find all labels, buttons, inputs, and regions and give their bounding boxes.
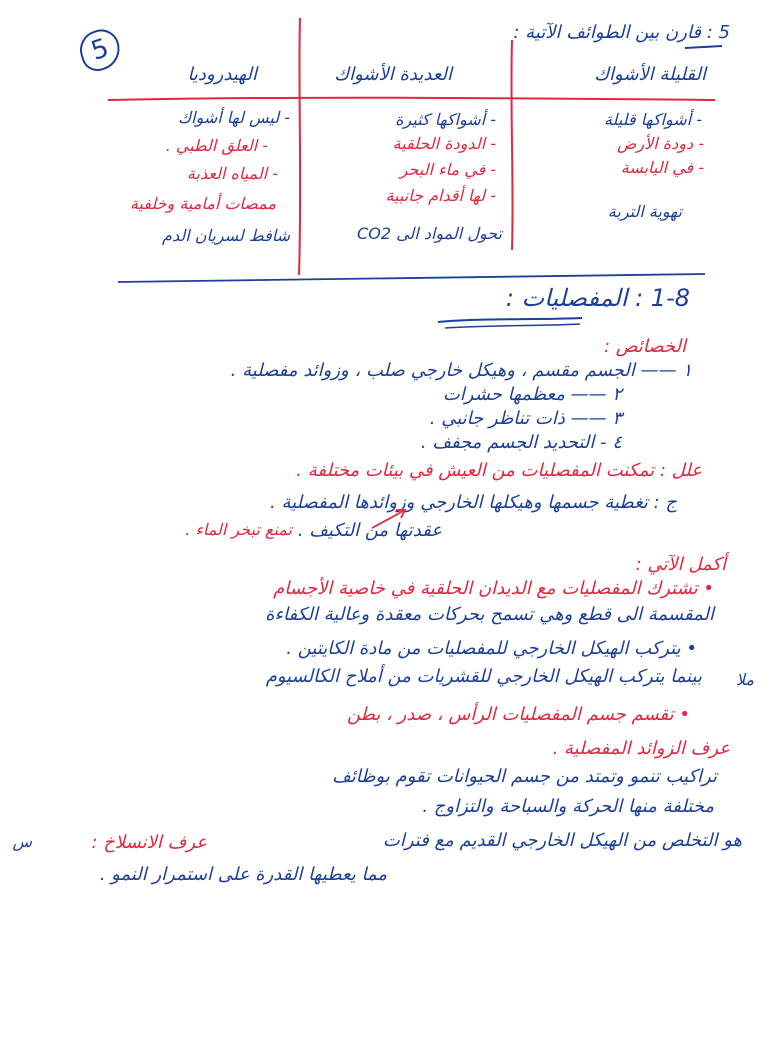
comparison-title: 5 : قارن بين الطوائف الآتية : bbox=[513, 22, 730, 43]
complete-item-2: • يتركب الهيكل الخارجي للمفصليات من مادة الكايتين . bbox=[286, 638, 697, 659]
table-header-col2: العديدة الأشواك bbox=[334, 64, 452, 85]
col1-item-1: - أشواكها قليلة bbox=[603, 110, 702, 129]
characteristics-label: الخصائص : bbox=[603, 336, 686, 357]
col3-item-4: ممصات أمامية وخلفية bbox=[129, 194, 276, 213]
molting-side-mark: س bbox=[12, 832, 32, 851]
col3-item-2: - العلق الطبي . bbox=[165, 136, 268, 155]
characteristic-1: ١ —— الجسم مقسم ، وهيكل خارجي صلب ، وزوائد مفصلية . bbox=[230, 360, 692, 381]
explain-answer-1: ج : تغطية جسمها وهيكلها الخارجي وزوائدها المفصلية . bbox=[270, 492, 677, 513]
col2-item-5: تحول المواد الى CO2 bbox=[357, 224, 502, 243]
table-bottom-rule bbox=[118, 274, 705, 282]
complete-label: أكمل الآتي : bbox=[635, 554, 726, 575]
complete-side-mark: ملا bbox=[735, 670, 754, 689]
characteristic-4: ٤ - التحديد الجسم مجفف . bbox=[420, 432, 622, 453]
col2-item-3: - في ماء البحر bbox=[399, 160, 496, 179]
table-header-col3: الهيدروديا bbox=[187, 64, 257, 85]
complete-item-2-cont: بينما يتركب الهيكل الخارجي للقشريات من أملاح الكالسيوم bbox=[265, 666, 702, 687]
molting-text-1: هو التخلص من الهيكل الخارجي القديم مع فترات bbox=[382, 830, 742, 851]
col3-item-5: شافط لسريان الدم bbox=[162, 226, 290, 245]
appendages-text-2: مختلفة منها الحركة والسباحة والتزاوج . bbox=[422, 796, 714, 817]
molting-label: عرف الانسلاخ : bbox=[91, 832, 207, 853]
characteristic-2: ٢ —— معظمها حشرات bbox=[442, 384, 622, 405]
col3-item-3: - المياه العذبة bbox=[186, 164, 278, 183]
section-heading: 1-8 : المفصليات : bbox=[505, 284, 690, 312]
molting-text-2: مما يعطيها القدرة على استمرار النمو . bbox=[99, 864, 387, 885]
complete-item-3: • تقسم جسم المفصليات الرأس ، صدر ، بطن bbox=[346, 704, 690, 725]
appendages-text-1: تراكيب تنمو وتمتد من جسم الحيوانات تقوم بوظائف bbox=[332, 766, 717, 787]
explain-note: تمنع تبخر الماء . bbox=[185, 520, 292, 539]
col2-item-4: - لها أقدام جانبية bbox=[385, 186, 496, 205]
col3-item-1: - ليس لها أشواك bbox=[177, 108, 290, 127]
explain-note-arrow bbox=[0, 500, 772, 540]
table-header-underline bbox=[108, 98, 715, 100]
explain-question: علل : تمكنت المفصليات من العيش في بيئات مختلفة . bbox=[296, 460, 702, 481]
appendages-label: عرف الزوائد المفصلية . bbox=[552, 738, 730, 759]
table-vertical-divider-right bbox=[511, 40, 512, 250]
complete-item-1: • تشترك المفصليات مع الديدان الحلقية في خاصية الأجسام bbox=[273, 578, 714, 599]
complete-item-1-cont: المقسمة الى قطع وهي تسمح بحركات معقدة وعالية الكفاءة bbox=[265, 604, 714, 625]
col1-item-4: تهوية التربة bbox=[607, 202, 682, 221]
explain-answer-2: عقدتها من التكيف . bbox=[297, 520, 442, 541]
col2-item-1: - أشواكها كثيرة bbox=[395, 110, 496, 129]
title-underline bbox=[685, 46, 722, 48]
table-header-col1: القليلة الأشواك bbox=[594, 64, 706, 85]
table-vertical-divider-left bbox=[299, 18, 300, 275]
col2-item-2: - الدودة الحلقية bbox=[392, 134, 496, 153]
col1-item-3: - في اليابسة bbox=[620, 158, 704, 177]
characteristic-3: ٣ —— ذات تناظر جانبي . bbox=[429, 408, 622, 429]
page-number: 5 bbox=[87, 33, 113, 67]
col1-item-2: - دودة الأرض bbox=[617, 134, 704, 153]
